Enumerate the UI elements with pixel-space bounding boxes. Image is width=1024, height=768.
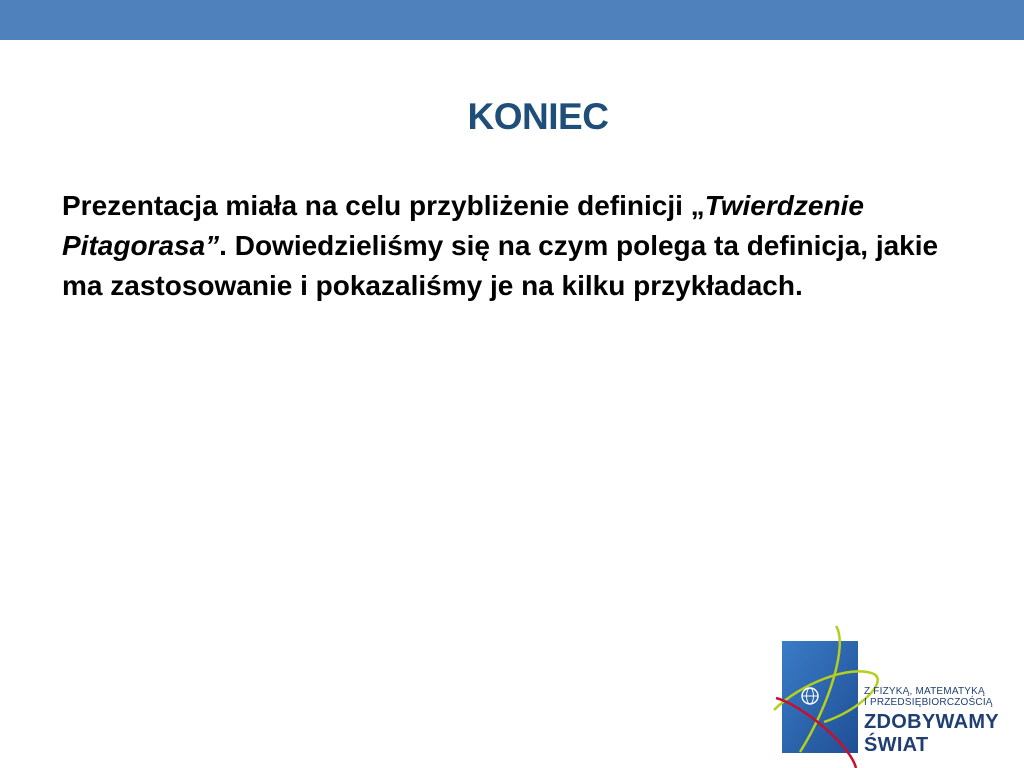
slide-title: KONIEC bbox=[467, 96, 609, 137]
body-text-part-2: . Dowiedzieliśmy się na czym polega ta definicja, jakie ma zastosowanie i pokazaliśmy je na kilku przykładach. bbox=[62, 230, 939, 301]
logo-tagline bbox=[864, 686, 993, 708]
body-text-emphasis: Twierdzenie Pitagorasa” bbox=[62, 190, 864, 261]
top-accent-bar bbox=[0, 0, 1024, 40]
logo-wordmark-line-2: ŚWIAT bbox=[864, 734, 929, 756]
slide-body-text bbox=[62, 186, 982, 306]
project-logo bbox=[770, 624, 1024, 768]
logo-tagline-line-2: I PRZEDSIĘBIORCZOŚCIĄ bbox=[864, 697, 993, 708]
logo-blue-square bbox=[782, 641, 858, 753]
body-text-part-1: Prezentacja miała na celu przybliżenie definicji „ bbox=[62, 190, 705, 221]
logo-wordmark-line-1: ZDOBYWAMY bbox=[864, 711, 999, 733]
logo-tagline-line-1: Z FIZYKĄ, MATEMATYKĄ bbox=[864, 686, 985, 697]
logo-wordmark bbox=[864, 711, 999, 757]
